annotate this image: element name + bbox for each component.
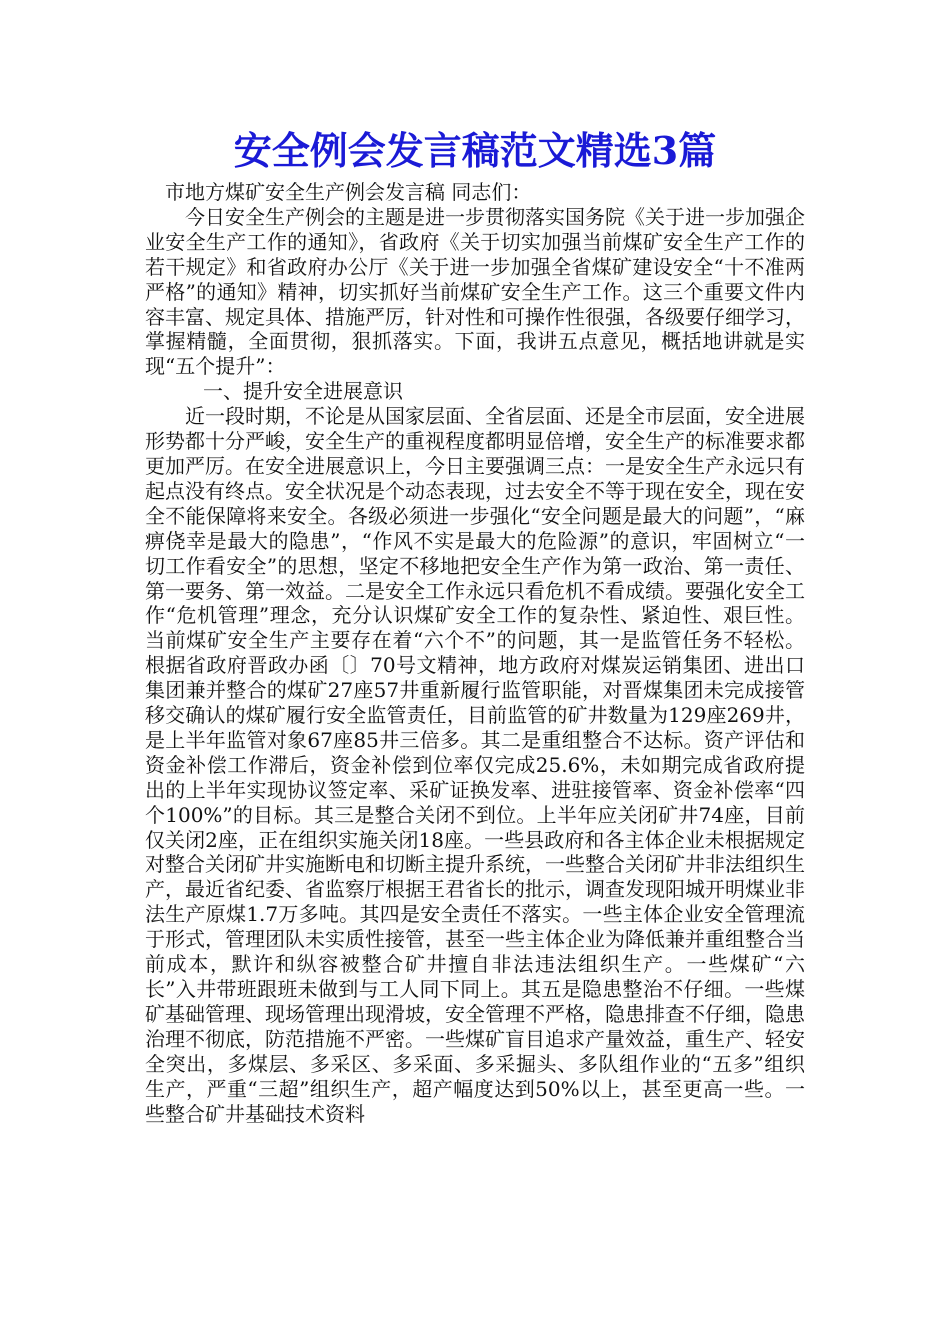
- body-paragraph-intro: 今日安全生产例会的主题是进一步贯彻落实国务院《关于进一步加强企业安全生产工作的通知》，省政府《关于切实加强当前煤矿安全生产工作的若干规定》和省政府办公厅《关于进一步加强全省煤矿建设安全“十不准两严格”的通知》精神，切实抓好当前煤矿安全生产工作。这三个重要文件内容丰富、规定具体、措施严厉，针对性和可操作性很强，各级要仔细学习，掌握精髓，全面贯彻，狠抓落实。下面，我讲五点意见，概括地讲就是实现“五个提升”：: [145, 204, 805, 379]
- body-paragraph-section-1: 近一段时期，不论是从国家层面、全省层面、还是全市层面，安全进展形势都十分严峻，安全生产的重视程度都明显倍增，安全生产的标准要求都更加严厉。在安全进展意识上，今日主要强调三点：一是安全生产永远只有起点没有终点。安全状况是个动态表现，过去安全不等于现在安全，现在安全不能保障将来安全。各级必须进一步强化“安全问题是最大的问题”，“麻痹侥幸是最大的隐患”，“作风不实是最大的危险源”的意识，牢固树立“一切工作看安全”的思想，坚定不移地把安全生产作为第一政治、第一责任、第一要务、第一效益。二是安全工作永远只看危机不看成绩。要强化安全工作“危机管理”理念，充分认识煤矿安全工作的复杂性、紧迫性、艰巨性。当前煤矿安全生产主要存在着“六个不”的问题，其一是监管任务不轻松。根据省政府晋政办函〔〕70号文精神，地方政府对煤炭运销集团、进出口集团兼并整合的煤矿27座57井重新履行监管职能，对晋煤集团未完成接管移交确认的煤矿履行安全监管责任，目前监管的矿井数量为129座269井，是上半年监管对象67座85井三倍多。其二是重组整合不达标。资产评估和资金补偿工作滞后，资金补偿到位率仅完成25.6%，未如期完成省政府提出的上半年实现协议签定率、采矿证换发率、进驻接管率、资金补偿率“四个100%”的目标。其三是整合关闭不到位。上半年应关闭矿井74座，目前仅关闭2座，正在组织实施关闭18座。一些县政府和各主体企业未根据规定对整合关闭矿井实施断电和切断主提升系统，一些整合关闭矿井非法组织生产，最近省纪委、省监察厅根据王君省长的批示，调查发现阳城开明煤业非法生产原煤1.7万多吨。其四是安全责任不落实。一些主体企业安全管理流于形式，管理团队未实质性接管，甚至一些主体企业为降低兼并重组整合当前成本，默许和纵容被整合矿井擅自非法违法组织生产。一些煤矿“六长”入井带班跟班未做到与工人同下同上。其五是隐患整治不仔细。一些煤矿基础管理、现场管理出现滑坡，安全管理不严格，隐患排查不仔细，隐患治理不彻底，防范措施不严密。一些煤矿盲目追求产量效益，重生产、轻安全突出，多煤层、多采区、多采面、多采掘头、多队组作业的“五多”组织生产，严重“三超”组织生产，超产幅度达到50%以上，甚至更高一些。一些整合矿井基础技术资料: [145, 404, 805, 1126]
- document-title: 安全例会发言稿范文精选3篇: [233, 128, 717, 173]
- document-page: [145, 122, 805, 1126]
- opening-paragraph: 市地方煤矿安全生产例会发言稿 同志们：: [165, 180, 532, 204]
- section-heading-1: 一、提升安全进展意识: [203, 379, 403, 404]
